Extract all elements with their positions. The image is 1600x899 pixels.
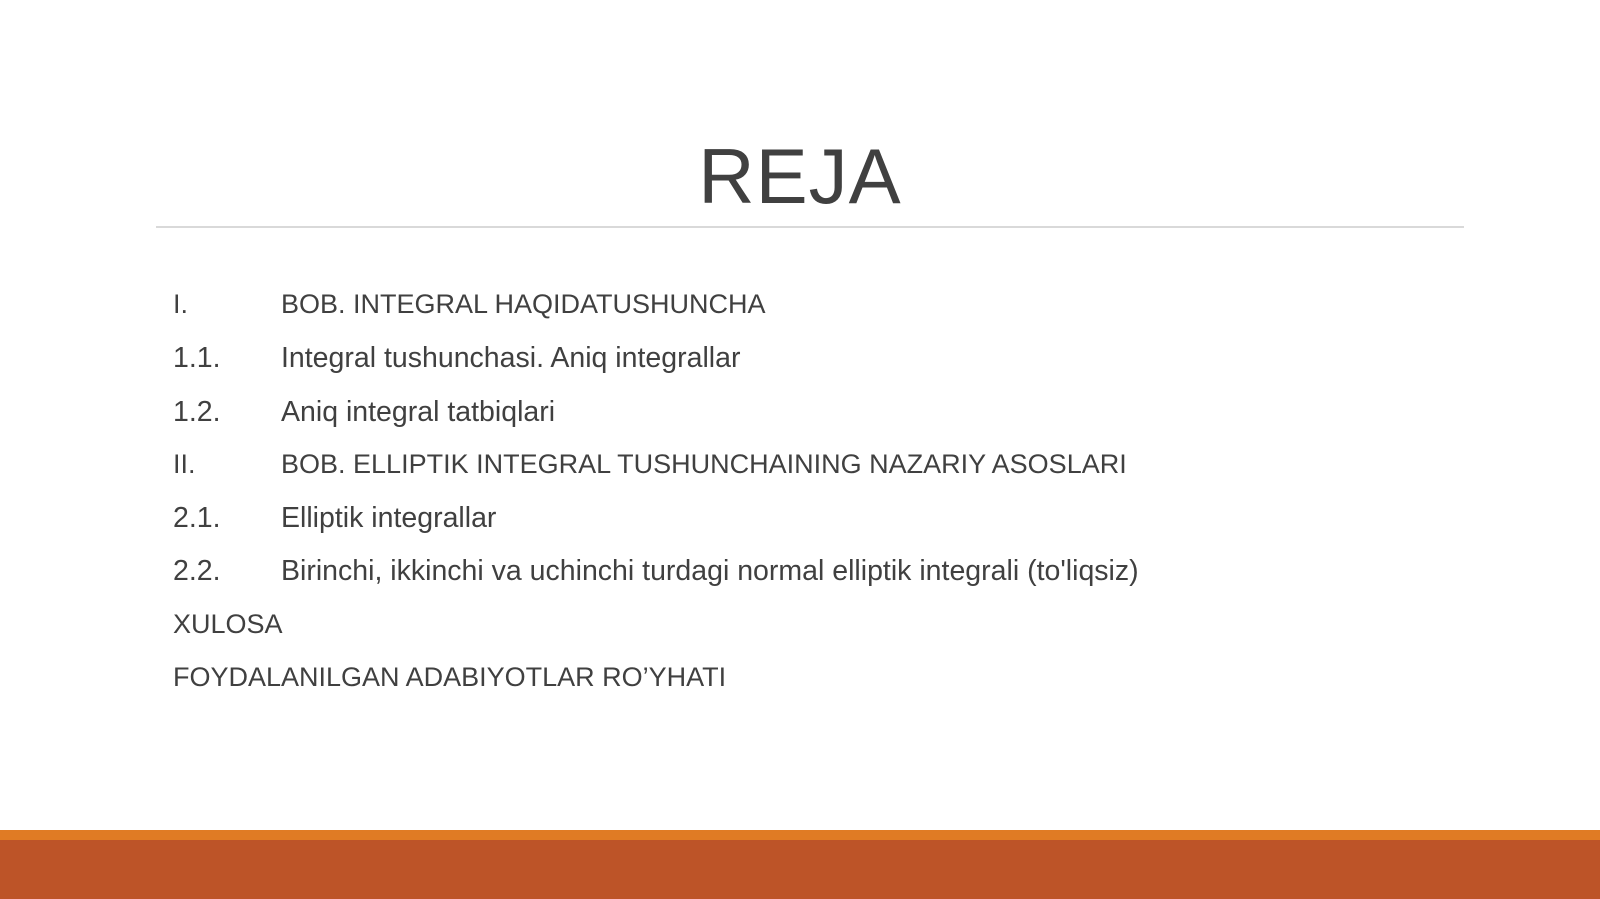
outline-item-text: Elliptik integrallar <box>281 502 497 535</box>
outline-item-number: 2.1. <box>173 502 221 535</box>
outline-item-text: Aniq integral tatbiqlari <box>281 395 556 428</box>
outline-item-number: 2.2. <box>173 555 221 588</box>
outline-item-chapter-1 <box>173 289 1139 342</box>
outline-item-2-2 <box>173 555 1139 608</box>
outline-item-number: II. <box>173 448 196 479</box>
outline-item-number: 1.2. <box>173 395 221 428</box>
footer-accent-stripe <box>0 830 1600 840</box>
outline-item-text: XULOSA <box>173 608 283 639</box>
outline-item-chapter-2 <box>173 449 1139 502</box>
outline-item-number: I. <box>173 289 189 319</box>
outline-item-references <box>173 662 1139 715</box>
outline-item-2-1 <box>173 502 1139 555</box>
outline-item-text: BOB. ELLIPTIK INTEGRAL TUSHUNCHAINING NAZARIY ASOSLARI <box>281 448 1127 479</box>
outline-item-text: BOB. INTEGRAL HAQIDATUSHUNCHA <box>281 289 766 319</box>
footer-band <box>0 840 1600 899</box>
outline-item-text: Integral tushunchasi. Aniq integrallar <box>281 342 741 375</box>
outline-item-text: Birinchi, ikkinchi va uchinchi turdagi normal elliptik integrali (to'liqsiz) <box>281 555 1139 588</box>
outline-item-text: FOYDALANILGAN ADABIYOTLAR RO’YHATI <box>173 662 727 693</box>
outline-item-number: 1.1. <box>173 342 221 375</box>
outline-list <box>173 289 1139 715</box>
outline-item-1-2 <box>173 396 1139 449</box>
outline-item-conclusion <box>173 609 1139 662</box>
title-divider <box>156 226 1464 228</box>
outline-item-1-1 <box>173 342 1139 395</box>
slide-title: REJA <box>698 132 902 220</box>
